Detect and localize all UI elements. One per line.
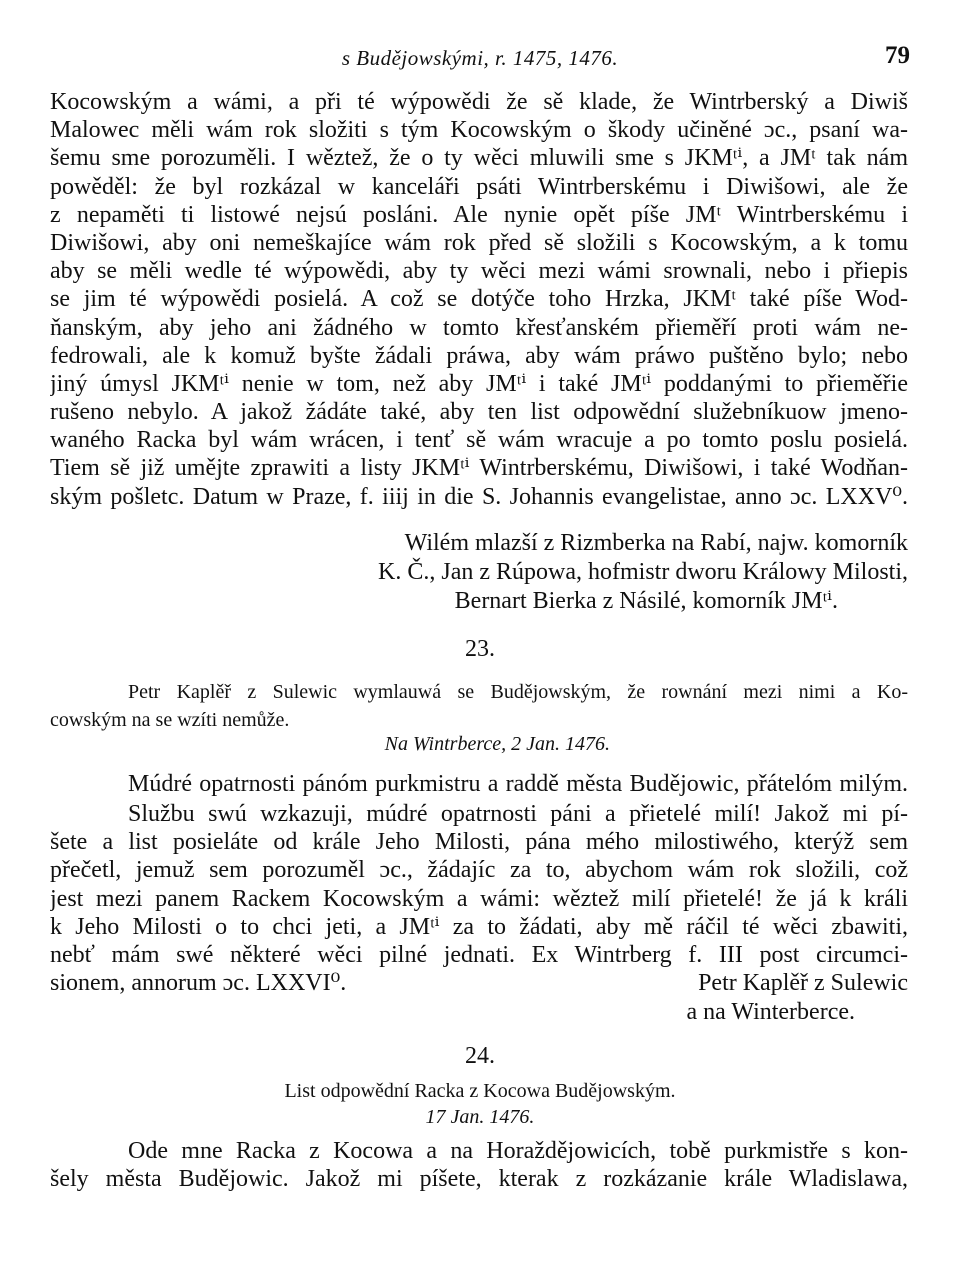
signature-line: Bernart Bierka z Násilé, komorník JMᵗⁱ. bbox=[454, 588, 838, 614]
letter-number: 23. bbox=[465, 636, 495, 662]
letter-23-address bbox=[50, 770, 908, 798]
signature-line: a na Winterberce. bbox=[686, 999, 855, 1025]
page-number: 79 bbox=[885, 42, 910, 69]
text-line: aby se měli wedle té wýpowědi, aby ty wěci mezi wámi srownali, nebo i přiepis bbox=[50, 258, 908, 285]
text-line: fedrowali, ale k komuž byšte žádali práwa, aby wám práwo puštěno bylo; nebo bbox=[50, 342, 908, 369]
place-date: Na Wintrberce, 2 Jan. 1476. bbox=[384, 733, 610, 755]
text-line: Ode mne Racka z Kocowa a na Horaždějowicích, tobě purkmistře s kon- bbox=[128, 1138, 908, 1164]
signature-line: Wilém mlazší z Rizmberka na Rabí, najw. komorník bbox=[404, 530, 908, 556]
text-line: Kocowským a wámi, a při té wýpowědi že sě klade, že Wintrberský a Diwiš bbox=[50, 89, 908, 115]
text-line: se jim té wýpowědi posielá. A což se dotýče toho Hrzka, JKMᵗ také píše Wod- bbox=[50, 286, 908, 313]
text-line: k Jeho Milosti o to chci jeti, a JMᵗⁱ za to žádati, aby mě ráčil té wěci zbawiti, bbox=[50, 913, 908, 940]
text-line: Diwišowi, aby oni nemeškajíce wám rok před sě složili s Kocowským, a k tomu bbox=[50, 229, 908, 256]
text-line: rušeno nebylo. A jakož žádáte také, aby ten list odpowědní služebníkuow jmeno- bbox=[50, 399, 908, 426]
letter-24-body bbox=[50, 1137, 908, 1193]
text-line: z nepaměti ti listowé nejsú posláni. Ale nynie opět píše JMᵗ Wintrberskému i bbox=[50, 201, 908, 228]
letter-23-summary bbox=[50, 678, 908, 734]
text-line: Malowec měli wám rok složiti s tým Kocowským o škody učiněné ɔc., psaní wa- bbox=[50, 117, 908, 144]
text-line: Službu swú wzkazuji, múdré opatrnosti páni a přietelé milí! Jakož mi pí- bbox=[128, 801, 908, 827]
text-line: přečetl, jemuž sem porozuměl ɔc., žádajíc za to, abychom wám rok složili, což bbox=[50, 857, 908, 884]
text-line: ským pošletc. Datum w Praze, f. iiij in die S. Johannis evangelistae, anno ɔc. LXXV⁰. bbox=[50, 483, 908, 510]
signature-line: K. Č., Jan z Rúpowa, hofmistr dworu Králowy Milosti, bbox=[378, 559, 908, 585]
summary-line: Petr Kaplěř z Sulewic wymlauwá se Budějowským, že rownání mezi nimi a Ko- bbox=[128, 681, 908, 703]
letter-number: 24. bbox=[465, 1043, 495, 1069]
signature-line: Petr Kaplěř z Sulewic bbox=[698, 970, 908, 996]
address-line: Múdré opatrnosti pánóm purkmistru a raddě města Budějowic, přátelóm milým. bbox=[128, 771, 908, 797]
text-line: Tiem sě již umějte zprawiti a listy JKMᵗⁱ Wintrberskému, Diwišowi, i také Wodňan- bbox=[50, 455, 908, 482]
text-line: jiný úmysl JKMᵗⁱ nenie w tom, než aby JMᵗⁱ i také JMᵗⁱ poddanými to přieměřie bbox=[50, 370, 908, 397]
text-line: ňanským, aby jeho ani žádného w tomto křesťanském přieměří proti wám ne- bbox=[50, 314, 908, 341]
text-line: sionem, annorum ɔc. LXXVI⁰. bbox=[50, 970, 347, 997]
letter-22-body bbox=[50, 88, 908, 511]
text-line: šete a list posieláte od krále Jeho Milosti, pána mého milostiwého, kterýž sem bbox=[50, 829, 908, 856]
running-head: s Budějowskými, r. 1475, 1476. bbox=[341, 46, 619, 70]
summary-line: cowským na se wzíti nemůže. bbox=[50, 709, 290, 732]
letter-summary: List odpowědní Racka z Kocowa Budějowským. bbox=[284, 1080, 676, 1102]
text-line: jest mezi panem Rackem Kocowským a wámi: wěztež milí přietelé! že já k králi bbox=[50, 885, 908, 912]
text-line: šely města Budějowic. Jakož mi píšete, kterak z rozkázanie krále Wladislawa, bbox=[50, 1166, 908, 1193]
letter-23-body bbox=[50, 800, 908, 997]
text-line: nebť mám swé některé wěci pilné jednati. Ex Wintrberg f. III post circumci- bbox=[50, 941, 908, 968]
text-line: waného Racka byl wám wrácen, i tenť sě wám wracuje a po tomto poslu posielá. bbox=[50, 427, 908, 454]
text-line: powěděl: že byl rozkázal w kanceláři psáti Wintrberskému i Diwišowi, ale že bbox=[50, 173, 908, 200]
letter-date: 17 Jan. 1476. bbox=[425, 1106, 535, 1128]
page-header bbox=[50, 40, 910, 80]
text-line: šemu sme porozuměli. I wěztež, že o ty wěci mluwili sme s JKMᵗⁱ, a JMᵗ tak nám bbox=[50, 145, 908, 172]
